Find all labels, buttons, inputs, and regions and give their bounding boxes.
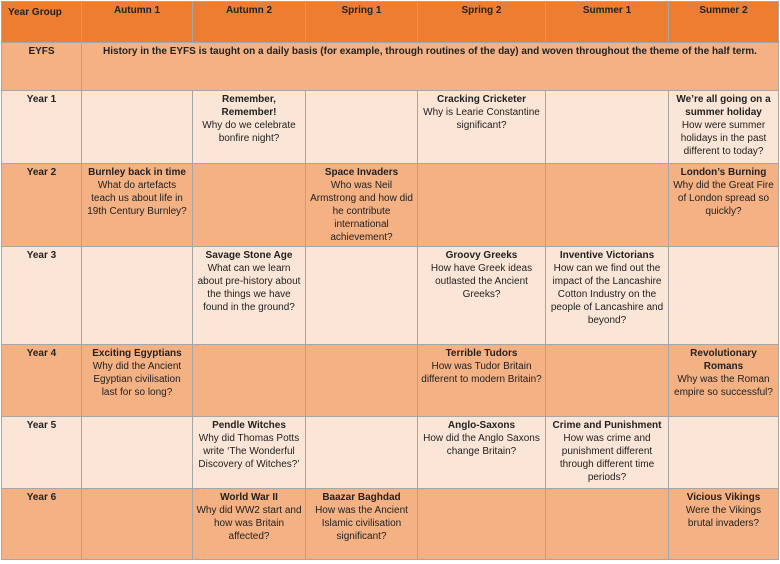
eyfs-label: EYFS bbox=[2, 43, 82, 91]
topic-cell bbox=[669, 489, 779, 560]
topic-cell bbox=[418, 345, 546, 417]
year-row bbox=[2, 91, 779, 164]
topic-cell bbox=[306, 345, 418, 417]
topic-title: Revolutionary Romans bbox=[690, 348, 757, 372]
topic-question: Why did the Great Fire of London spread so quickly? bbox=[673, 180, 774, 217]
topic-cell bbox=[669, 164, 779, 247]
header-summer-2: Summer 2 bbox=[669, 2, 779, 43]
topic-cell bbox=[669, 91, 779, 164]
topic-question: What can we learn about pre-history about the things we have found in the ground? bbox=[197, 263, 301, 313]
history-curriculum-table bbox=[1, 1, 779, 560]
topic-cell bbox=[82, 91, 193, 164]
header-autumn-1: Autumn 1 bbox=[82, 2, 193, 43]
year-label: Year 2 bbox=[2, 164, 82, 247]
topic-question: Why was the Roman empire so successful? bbox=[674, 374, 773, 398]
topic-cell bbox=[669, 247, 779, 345]
topic-question: How was crime and punishment different through different time periods? bbox=[559, 433, 655, 483]
topic-question: Why did the Ancient Egyptian civilisation last for so long? bbox=[92, 361, 182, 398]
topic-cell bbox=[546, 489, 669, 560]
topic-question: How was Tudor Britain different to modern Britain? bbox=[421, 361, 542, 385]
topic-question: Why did Thomas Potts write ‘The Wonderful Discovery of Witches?’ bbox=[198, 433, 300, 470]
topic-cell bbox=[82, 247, 193, 345]
header-spring-1: Spring 1 bbox=[306, 2, 418, 43]
year-row bbox=[2, 489, 779, 560]
topic-cell bbox=[193, 91, 306, 164]
topic-cell bbox=[418, 417, 546, 489]
topic-cell bbox=[306, 417, 418, 489]
topic-cell bbox=[193, 164, 306, 247]
year-row bbox=[2, 345, 779, 417]
topic-cell bbox=[306, 91, 418, 164]
topic-title: Inventive Victorians bbox=[559, 250, 655, 261]
eyfs-row bbox=[2, 43, 779, 91]
topic-cell bbox=[418, 247, 546, 345]
topic-cell bbox=[669, 417, 779, 489]
topic-cell bbox=[418, 91, 546, 164]
topic-title: Anglo-Saxons bbox=[447, 420, 516, 431]
topic-cell bbox=[546, 417, 669, 489]
header-summer-1: Summer 1 bbox=[546, 2, 669, 43]
topic-question: Why do we celebrate bonfire night? bbox=[202, 120, 296, 144]
topic-title: Savage Stone Age bbox=[205, 250, 293, 261]
topic-cell bbox=[546, 345, 669, 417]
topic-cell bbox=[306, 247, 418, 345]
topic-cell bbox=[193, 489, 306, 560]
topic-question: Were the Vikings brutal invaders? bbox=[685, 505, 762, 529]
header-spring-2: Spring 2 bbox=[418, 2, 546, 43]
topic-question: How can we find out the impact of the Lancashire Cotton Industry on the people of Lancashire and beyond? bbox=[550, 263, 664, 326]
topic-question: What do artefacts teach us about life in 19th Century Burnley? bbox=[87, 180, 187, 217]
year-label: Year 6 bbox=[2, 489, 82, 560]
topic-cell bbox=[82, 345, 193, 417]
topic-title: Exciting Egyptians bbox=[92, 348, 182, 359]
year-row bbox=[2, 247, 779, 345]
year-label: Year 4 bbox=[2, 345, 82, 417]
header-row bbox=[2, 2, 779, 43]
topic-cell bbox=[306, 164, 418, 247]
topic-question: How did the Anglo Saxons change Britain? bbox=[423, 433, 540, 457]
header-autumn-2: Autumn 2 bbox=[193, 2, 306, 43]
topic-question: Why is Learie Constantine significant? bbox=[423, 107, 540, 131]
topic-title: Pendle Witches bbox=[212, 420, 286, 431]
year-row bbox=[2, 417, 779, 489]
eyfs-description: History in the EYFS is taught on a daily basis (for example, through routines of the day) and woven throughout the theme of the half term. bbox=[82, 43, 779, 91]
year-label: Year 5 bbox=[2, 417, 82, 489]
topic-question: How was the Ancient Islamic civilisation significant? bbox=[315, 505, 408, 542]
topic-cell bbox=[418, 489, 546, 560]
topic-title: World War II bbox=[220, 492, 278, 503]
header-year-group: Year Group bbox=[2, 2, 82, 43]
year-row bbox=[2, 164, 779, 247]
topic-question: How were summer holidays in the past different to today? bbox=[680, 120, 767, 157]
topic-title: Burnley back in time bbox=[88, 167, 186, 178]
topic-cell bbox=[193, 417, 306, 489]
topic-cell bbox=[193, 345, 306, 417]
topic-title: Cracking Cricketer bbox=[437, 94, 526, 105]
year-label: Year 3 bbox=[2, 247, 82, 345]
topic-title: London’s Burning bbox=[680, 167, 767, 178]
topic-question: How have Greek ideas outlasted the Ancient Greeks? bbox=[430, 263, 533, 300]
topic-cell bbox=[546, 91, 669, 164]
topic-cell bbox=[546, 247, 669, 345]
topic-cell bbox=[546, 164, 669, 247]
topic-title: Terrible Tudors bbox=[445, 348, 518, 359]
topic-title: Groovy Greeks bbox=[445, 250, 518, 261]
topic-title: Vicious Vikings bbox=[686, 492, 761, 503]
topic-cell bbox=[82, 417, 193, 489]
topic-cell bbox=[193, 247, 306, 345]
topic-cell bbox=[669, 345, 779, 417]
topic-cell bbox=[82, 164, 193, 247]
topic-cell bbox=[418, 164, 546, 247]
topic-title: Space Invaders bbox=[324, 167, 399, 178]
topic-title: We’re all going on a summer holiday bbox=[676, 94, 771, 118]
topic-title: Crime and Punishment bbox=[552, 420, 662, 431]
topic-cell bbox=[82, 489, 193, 560]
year-label: Year 1 bbox=[2, 91, 82, 164]
topic-title: Baazar Baghdad bbox=[322, 492, 401, 503]
topic-question: Who was Neil Armstrong and how did he contribute international achievement? bbox=[310, 180, 413, 243]
topic-cell bbox=[306, 489, 418, 560]
topic-question: Why did WW2 start and how was Britain affected? bbox=[196, 505, 302, 542]
topic-title: Remember, Remember! bbox=[221, 94, 277, 118]
